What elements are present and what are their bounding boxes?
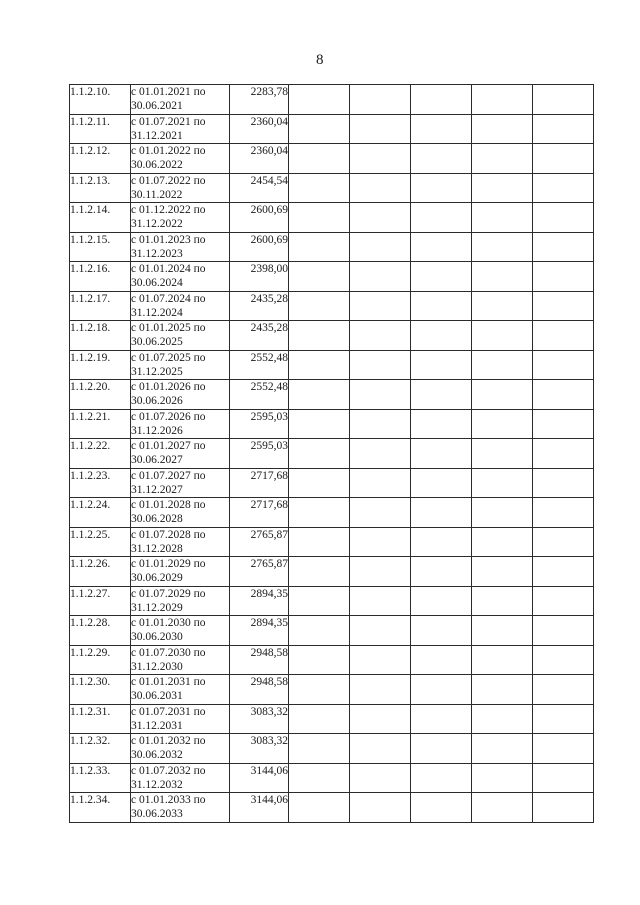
row-number-cell: 1.1.2.16. xyxy=(70,262,131,292)
period-cell xyxy=(131,557,230,587)
row-number-cell: 1.1.2.14. xyxy=(70,203,131,233)
empty-cell xyxy=(289,586,350,616)
table-row xyxy=(70,262,594,292)
row-number-cell: 1.1.2.29. xyxy=(70,645,131,675)
empty-cell xyxy=(472,793,533,823)
empty-cell xyxy=(411,498,472,528)
empty-cell xyxy=(472,704,533,734)
empty-cell xyxy=(472,498,533,528)
table-row xyxy=(70,586,594,616)
tariff-value-cell: 2600,69 xyxy=(230,232,289,262)
empty-cell xyxy=(289,616,350,646)
period-end-text: 31.12.2024 xyxy=(131,306,183,319)
row-number-cell: 1.1.2.10. xyxy=(70,85,131,115)
period-start-text: с 01.07.2032 по xyxy=(131,764,206,777)
empty-cell xyxy=(533,350,594,380)
empty-cell xyxy=(350,144,411,174)
empty-cell xyxy=(350,439,411,469)
period-start-text: с 01.01.2031 по xyxy=(131,676,206,688)
tariff-value-cell: 3144,06 xyxy=(230,793,289,823)
empty-cell xyxy=(472,409,533,439)
period-cell xyxy=(131,291,230,321)
empty-cell xyxy=(350,645,411,675)
empty-cell xyxy=(411,350,472,380)
row-number-cell: 1.1.2.15. xyxy=(70,232,131,262)
period-cell xyxy=(131,675,230,705)
empty-cell xyxy=(289,114,350,144)
period-start-text: с 01.07.2029 по xyxy=(131,587,206,600)
empty-cell xyxy=(533,704,594,734)
empty-cell xyxy=(350,498,411,528)
empty-cell xyxy=(350,557,411,587)
tariff-value-cell: 2398,00 xyxy=(230,262,289,292)
table-row xyxy=(70,645,594,675)
empty-cell xyxy=(533,85,594,115)
empty-cell xyxy=(472,173,533,203)
tariff-value-cell: 2454,54 xyxy=(230,173,289,203)
empty-cell xyxy=(289,409,350,439)
empty-cell xyxy=(289,144,350,174)
period-start-text: с 01.01.2023 по xyxy=(131,233,206,246)
empty-cell xyxy=(411,321,472,351)
empty-cell xyxy=(289,291,350,321)
row-number-cell: 1.1.2.13. xyxy=(70,173,131,203)
period-start-text: с 01.07.2026 по xyxy=(131,410,206,423)
empty-cell xyxy=(289,232,350,262)
empty-cell xyxy=(533,675,594,705)
period-cell xyxy=(131,173,230,203)
empty-cell xyxy=(350,763,411,793)
tariff-value-cell: 2595,03 xyxy=(230,439,289,469)
period-end-text: 30.06.2021 xyxy=(131,100,183,112)
empty-cell xyxy=(289,763,350,793)
empty-cell xyxy=(533,616,594,646)
empty-cell xyxy=(472,203,533,233)
empty-cell xyxy=(350,291,411,321)
period-end-text: 30.06.2027 xyxy=(131,454,183,466)
empty-cell xyxy=(472,645,533,675)
empty-cell xyxy=(289,262,350,292)
empty-cell xyxy=(289,173,350,203)
empty-cell xyxy=(533,291,594,321)
table-row xyxy=(70,114,594,144)
empty-cell xyxy=(533,321,594,351)
empty-cell xyxy=(533,586,594,616)
empty-cell xyxy=(533,439,594,469)
empty-cell xyxy=(533,793,594,823)
empty-cell xyxy=(411,734,472,764)
empty-cell xyxy=(472,557,533,587)
empty-cell xyxy=(289,439,350,469)
empty-cell xyxy=(350,586,411,616)
table-row xyxy=(70,763,594,793)
period-end-text: 30.06.2030 xyxy=(131,631,183,643)
period-cell xyxy=(131,262,230,292)
period-end-text: 31.12.2032 xyxy=(131,778,183,791)
empty-cell xyxy=(472,675,533,705)
period-start-text: с 01.12.2022 по xyxy=(131,204,206,216)
empty-cell xyxy=(472,439,533,469)
period-cell xyxy=(131,793,230,823)
period-cell xyxy=(131,763,230,793)
empty-cell xyxy=(411,85,472,115)
empty-cell xyxy=(350,468,411,498)
period-start-text: с 01.01.2033 по xyxy=(131,794,206,806)
period-start-text: с 01.07.2027 по xyxy=(131,469,206,482)
period-start-text: с 01.07.2030 по xyxy=(131,646,206,659)
period-cell xyxy=(131,232,230,262)
empty-cell xyxy=(533,645,594,675)
empty-cell xyxy=(350,734,411,764)
period-cell xyxy=(131,350,230,380)
empty-cell xyxy=(472,85,533,115)
tariff-value-cell: 2765,87 xyxy=(230,557,289,587)
empty-cell xyxy=(289,704,350,734)
table-row xyxy=(70,557,594,587)
table-row xyxy=(70,144,594,174)
period-start-text: с 01.01.2021 по xyxy=(131,86,206,98)
empty-cell xyxy=(533,527,594,557)
empty-cell xyxy=(289,675,350,705)
empty-cell xyxy=(472,114,533,144)
table-row xyxy=(70,793,594,823)
table-row xyxy=(70,409,594,439)
period-end-text: 30.06.2029 xyxy=(131,572,183,584)
empty-cell xyxy=(533,173,594,203)
tariff-value-cell: 2435,28 xyxy=(230,321,289,351)
tariff-value-cell: 2717,68 xyxy=(230,468,289,498)
empty-cell xyxy=(411,675,472,705)
table-row xyxy=(70,232,594,262)
empty-cell xyxy=(350,527,411,557)
tariff-value-cell: 2894,35 xyxy=(230,586,289,616)
row-number-cell: 1.1.2.33. xyxy=(70,763,131,793)
empty-cell xyxy=(472,380,533,410)
empty-cell xyxy=(350,380,411,410)
period-cell xyxy=(131,527,230,557)
period-cell xyxy=(131,468,230,498)
tariff-value-cell: 2595,03 xyxy=(230,409,289,439)
period-cell xyxy=(131,144,230,174)
empty-cell xyxy=(411,173,472,203)
row-number-cell: 1.1.2.30. xyxy=(70,675,131,705)
empty-cell xyxy=(472,586,533,616)
period-end-text: 30.06.2024 xyxy=(131,277,183,289)
row-number-cell: 1.1.2.22. xyxy=(70,439,131,469)
table-row xyxy=(70,350,594,380)
tariff-value-cell: 3083,32 xyxy=(230,704,289,734)
tariff-value-cell: 2948,58 xyxy=(230,645,289,675)
row-number-cell: 1.1.2.24. xyxy=(70,498,131,528)
empty-cell xyxy=(350,173,411,203)
tariff-value-cell: 2717,68 xyxy=(230,498,289,528)
empty-cell xyxy=(411,409,472,439)
empty-cell xyxy=(472,616,533,646)
empty-cell xyxy=(533,763,594,793)
period-cell xyxy=(131,616,230,646)
period-start-text: с 01.07.2021 по xyxy=(131,115,206,128)
empty-cell xyxy=(289,321,350,351)
row-number-cell: 1.1.2.31. xyxy=(70,704,131,734)
empty-cell xyxy=(350,85,411,115)
empty-cell xyxy=(289,645,350,675)
empty-cell xyxy=(533,203,594,233)
table-row xyxy=(70,85,594,115)
period-end-text: 30.06.2025 xyxy=(131,336,183,348)
tariff-value-cell: 2894,35 xyxy=(230,616,289,646)
table-row xyxy=(70,321,594,351)
tariff-value-cell: 2765,87 xyxy=(230,527,289,557)
period-end-text: 31.12.2031 xyxy=(131,719,183,732)
empty-cell xyxy=(533,144,594,174)
row-number-cell: 1.1.2.17. xyxy=(70,291,131,321)
empty-cell xyxy=(411,557,472,587)
period-cell xyxy=(131,321,230,351)
row-number-cell: 1.1.2.12. xyxy=(70,144,131,174)
empty-cell xyxy=(533,232,594,262)
row-number-cell: 1.1.2.18. xyxy=(70,321,131,351)
empty-cell xyxy=(289,527,350,557)
period-start-text: с 01.01.2025 по xyxy=(131,322,206,334)
period-start-text: с 01.07.2028 по xyxy=(131,528,206,541)
empty-cell xyxy=(472,144,533,174)
empty-cell xyxy=(533,114,594,144)
empty-cell xyxy=(411,380,472,410)
empty-cell xyxy=(350,232,411,262)
empty-cell xyxy=(472,321,533,351)
table-row xyxy=(70,203,594,233)
period-end-text: 30.06.2031 xyxy=(131,690,183,702)
empty-cell xyxy=(472,291,533,321)
empty-cell xyxy=(289,498,350,528)
period-cell xyxy=(131,114,230,144)
table-row xyxy=(70,498,594,528)
row-number-cell: 1.1.2.20. xyxy=(70,380,131,410)
row-number-cell: 1.1.2.25. xyxy=(70,527,131,557)
period-end-text: 31.12.2021 xyxy=(131,129,183,142)
table-row xyxy=(70,468,594,498)
tariff-value-cell: 2360,04 xyxy=(230,144,289,174)
row-number-cell: 1.1.2.11. xyxy=(70,114,131,144)
period-cell xyxy=(131,704,230,734)
period-end-text: 30.06.2033 xyxy=(131,808,183,820)
row-number-cell: 1.1.2.34. xyxy=(70,793,131,823)
empty-cell xyxy=(411,793,472,823)
tariff-value-cell: 2435,28 xyxy=(230,291,289,321)
tariff-value-cell: 3083,32 xyxy=(230,734,289,764)
tariff-value-cell: 2360,04 xyxy=(230,114,289,144)
row-number-cell: 1.1.2.19. xyxy=(70,350,131,380)
period-end-text: 30.06.2026 xyxy=(131,395,183,407)
tariff-value-cell: 2552,48 xyxy=(230,380,289,410)
row-number-cell: 1.1.2.23. xyxy=(70,468,131,498)
period-start-text: с 01.07.2022 по xyxy=(131,174,206,187)
period-start-text: с 01.01.2024 по xyxy=(131,263,206,275)
empty-cell xyxy=(411,114,472,144)
empty-cell xyxy=(411,203,472,233)
period-end-text: 31.12.2029 xyxy=(131,601,183,614)
empty-cell xyxy=(350,793,411,823)
empty-cell xyxy=(411,232,472,262)
table-row xyxy=(70,439,594,469)
empty-cell xyxy=(289,203,350,233)
empty-cell xyxy=(472,262,533,292)
period-start-text: с 01.01.2029 по xyxy=(131,558,206,570)
period-cell xyxy=(131,645,230,675)
empty-cell xyxy=(472,232,533,262)
empty-cell xyxy=(289,468,350,498)
empty-cell xyxy=(350,350,411,380)
empty-cell xyxy=(350,616,411,646)
table-row xyxy=(70,527,594,557)
period-end-text: 31.12.2025 xyxy=(131,365,183,378)
table-row xyxy=(70,675,594,705)
empty-cell xyxy=(411,262,472,292)
empty-cell xyxy=(411,527,472,557)
period-cell xyxy=(131,586,230,616)
period-cell xyxy=(131,85,230,115)
empty-cell xyxy=(533,498,594,528)
empty-cell xyxy=(411,291,472,321)
empty-cell xyxy=(411,586,472,616)
table-row xyxy=(70,173,594,203)
period-end-text: 31.12.2023 xyxy=(131,247,183,260)
empty-cell xyxy=(472,763,533,793)
empty-cell xyxy=(472,527,533,557)
period-cell xyxy=(131,498,230,528)
period-end-text: 30.06.2032 xyxy=(131,749,183,761)
tariff-value-cell: 3144,06 xyxy=(230,763,289,793)
period-end-text: 30.06.2022 xyxy=(131,159,183,171)
empty-cell xyxy=(411,763,472,793)
period-end-text: 31.12.2026 xyxy=(131,424,183,437)
period-cell xyxy=(131,380,230,410)
row-number-cell: 1.1.2.21. xyxy=(70,409,131,439)
tariff-value-cell: 2600,69 xyxy=(230,203,289,233)
empty-cell xyxy=(533,262,594,292)
empty-cell xyxy=(350,409,411,439)
empty-cell xyxy=(289,793,350,823)
period-end-text: 31.12.2028 xyxy=(131,542,183,555)
period-start-text: с 01.07.2025 по xyxy=(131,351,206,364)
empty-cell xyxy=(411,439,472,469)
period-end-text: 30.06.2028 xyxy=(131,513,183,525)
empty-cell xyxy=(533,380,594,410)
period-cell xyxy=(131,203,230,233)
empty-cell xyxy=(533,409,594,439)
period-start-text: с 01.01.2028 по xyxy=(131,499,206,511)
period-start-text: с 01.01.2026 по xyxy=(131,381,206,393)
empty-cell xyxy=(533,557,594,587)
tariff-table xyxy=(69,84,594,823)
period-start-text: с 01.01.2032 по xyxy=(131,735,206,747)
empty-cell xyxy=(411,616,472,646)
row-number-cell: 1.1.2.28. xyxy=(70,616,131,646)
table-row xyxy=(70,380,594,410)
empty-cell xyxy=(350,321,411,351)
tariff-value-cell: 2948,58 xyxy=(230,675,289,705)
table-row xyxy=(70,616,594,646)
empty-cell xyxy=(289,380,350,410)
empty-cell xyxy=(289,350,350,380)
page-number: 8 xyxy=(316,52,324,68)
row-number-cell: 1.1.2.26. xyxy=(70,557,131,587)
empty-cell xyxy=(533,468,594,498)
empty-cell xyxy=(472,734,533,764)
empty-cell xyxy=(350,675,411,705)
period-start-text: с 01.01.2027 по xyxy=(131,440,206,452)
period-end-text: 31.12.2030 xyxy=(131,660,183,673)
table-row xyxy=(70,734,594,764)
period-end-text: 31.12.2027 xyxy=(131,483,183,496)
period-start-text: с 01.07.2024 по xyxy=(131,292,206,305)
tariff-value-cell: 2283,78 xyxy=(230,85,289,115)
empty-cell xyxy=(350,203,411,233)
period-start-text: с 01.07.2031 по xyxy=(131,705,206,718)
empty-cell xyxy=(411,645,472,675)
empty-cell xyxy=(289,557,350,587)
empty-cell xyxy=(350,704,411,734)
tariff-table-body xyxy=(70,85,594,823)
period-cell xyxy=(131,439,230,469)
empty-cell xyxy=(472,468,533,498)
period-start-text: с 01.01.2030 по xyxy=(131,617,206,629)
period-end-text: 30.11.2022 xyxy=(131,188,183,201)
empty-cell xyxy=(289,734,350,764)
row-number-cell: 1.1.2.27. xyxy=(70,586,131,616)
period-end-text: 31.12.2022 xyxy=(131,218,183,230)
table-row xyxy=(70,291,594,321)
period-cell xyxy=(131,734,230,764)
period-start-text: с 01.01.2022 по xyxy=(131,145,206,157)
empty-cell xyxy=(533,734,594,764)
empty-cell xyxy=(350,114,411,144)
period-cell xyxy=(131,409,230,439)
empty-cell xyxy=(411,468,472,498)
empty-cell xyxy=(350,262,411,292)
empty-cell xyxy=(289,85,350,115)
empty-cell xyxy=(472,350,533,380)
row-number-cell: 1.1.2.32. xyxy=(70,734,131,764)
empty-cell xyxy=(411,704,472,734)
empty-cell xyxy=(411,144,472,174)
tariff-value-cell: 2552,48 xyxy=(230,350,289,380)
table-row xyxy=(70,704,594,734)
